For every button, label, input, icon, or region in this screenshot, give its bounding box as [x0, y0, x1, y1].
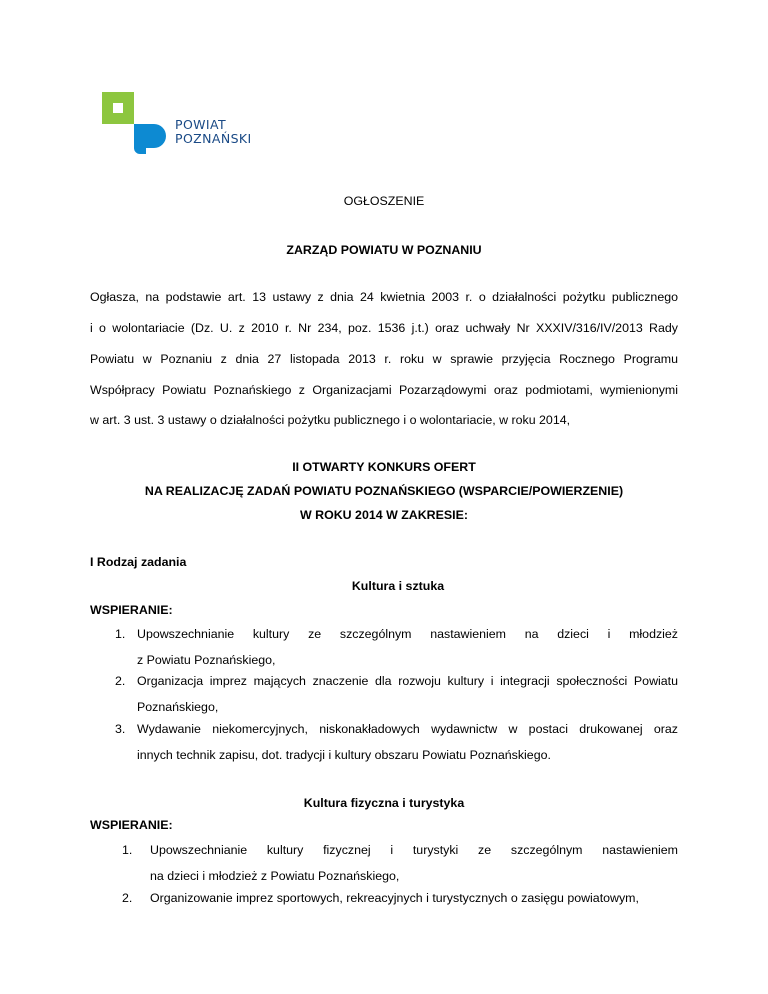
culture-item-2-line-1: Organizacja imprez mających znaczenie dla rozwoju kultury i integracji społeczności Powiatu — [137, 674, 678, 688]
sport-item-2-line-1: Organizowanie imprez sportowych, rekreacyjnych i turystycznych o zasięgu powiatowym, — [150, 891, 639, 905]
culture-item-1-number: 1. — [115, 627, 126, 641]
intro-line-3: Powiatu w Poznaniu z dnia 27 listopada 2013 r. roku w sprawie przyjęcia Rocznego Programu — [90, 352, 678, 366]
sport-title: Kultura fizyczna i turystyka — [303, 796, 465, 810]
intro-line-4: Współpracy Powiatu Poznańskiego z Organizacjami Pozarządowymi oraz podmiotami, wymienionymi — [90, 383, 678, 397]
board-title: ZARZĄD POWIATU W POZNANIU — [286, 243, 482, 257]
contest-title-line-1: II OTWARTY KONKURS OFERT — [292, 460, 476, 474]
logo-line-2: POZNAŃSKI — [175, 131, 252, 146]
culture-item-3-line-1: Wydawanie niekomercyjnych, niskonakładowych wydawnictw w postaci drukowanej oraz — [137, 722, 678, 736]
contest-title-line-3: W ROKU 2014 W ZAKRESIE: — [300, 508, 468, 522]
announcement-title: OGŁOSZENIE — [343, 194, 425, 208]
culture-title: Kultura i sztuka — [351, 579, 445, 593]
culture-item-2-line-2: Poznańskiego, — [137, 700, 219, 714]
contest-title-line-2: NA REALIZACJĘ ZADAŃ POWIATU POZNAŃSKIEGO (WSPARCIE/POWIERZENIE) — [144, 484, 624, 498]
powiat-logo-text — [175, 118, 252, 146]
section-title: I Rodzaj zadania — [90, 555, 187, 569]
sport-item-1-number: 1. — [122, 843, 133, 857]
intro-line-2: i o wolontariacie (Dz. U. z 2010 r. Nr 234, poz. 1536 j.t.) oraz uchwały Nr XXXIV/316/IV/2013 Rady — [90, 321, 678, 335]
sport-item-1-line-2: na dzieci i młodzież z Powiatu Poznańskiego, — [150, 869, 400, 883]
intro-line-5: w art. 3 ust. 3 ustawy o działalności pożytku publicznego i o wolontariacie, w roku 2014, — [90, 413, 571, 427]
logo-line-1: POWIAT — [175, 117, 227, 132]
sport-item-1-line-1: Upowszechnianie kultury fizycznej i turystyki ze szczególnym nastawieniem — [150, 843, 678, 857]
culture-item-2-number: 2. — [115, 674, 126, 688]
culture-support-label: WSPIERANIE: — [90, 603, 173, 617]
culture-item-1-line-1: Upowszechnianie kultury ze szczególnym nastawieniem na dzieci i młodzież — [137, 627, 678, 641]
powiat-logo — [102, 92, 262, 156]
culture-item-1-line-2: z Powiatu Poznańskiego, — [137, 653, 276, 667]
sport-support-label: WSPIERANIE: — [90, 818, 173, 832]
powiat-logo-mark-icon — [102, 92, 166, 154]
culture-item-3-line-2: innych technik zapisu, dot. tradycji i kultury obszaru Powiatu Poznańskiego. — [137, 748, 551, 762]
culture-item-3-number: 3. — [115, 722, 126, 736]
intro-line-1: Ogłasza, na podstawie art. 13 ustawy z dnia 24 kwietnia 2003 r. o działalności pożytku publicznego — [90, 290, 678, 304]
sport-item-2-number: 2. — [122, 891, 133, 905]
